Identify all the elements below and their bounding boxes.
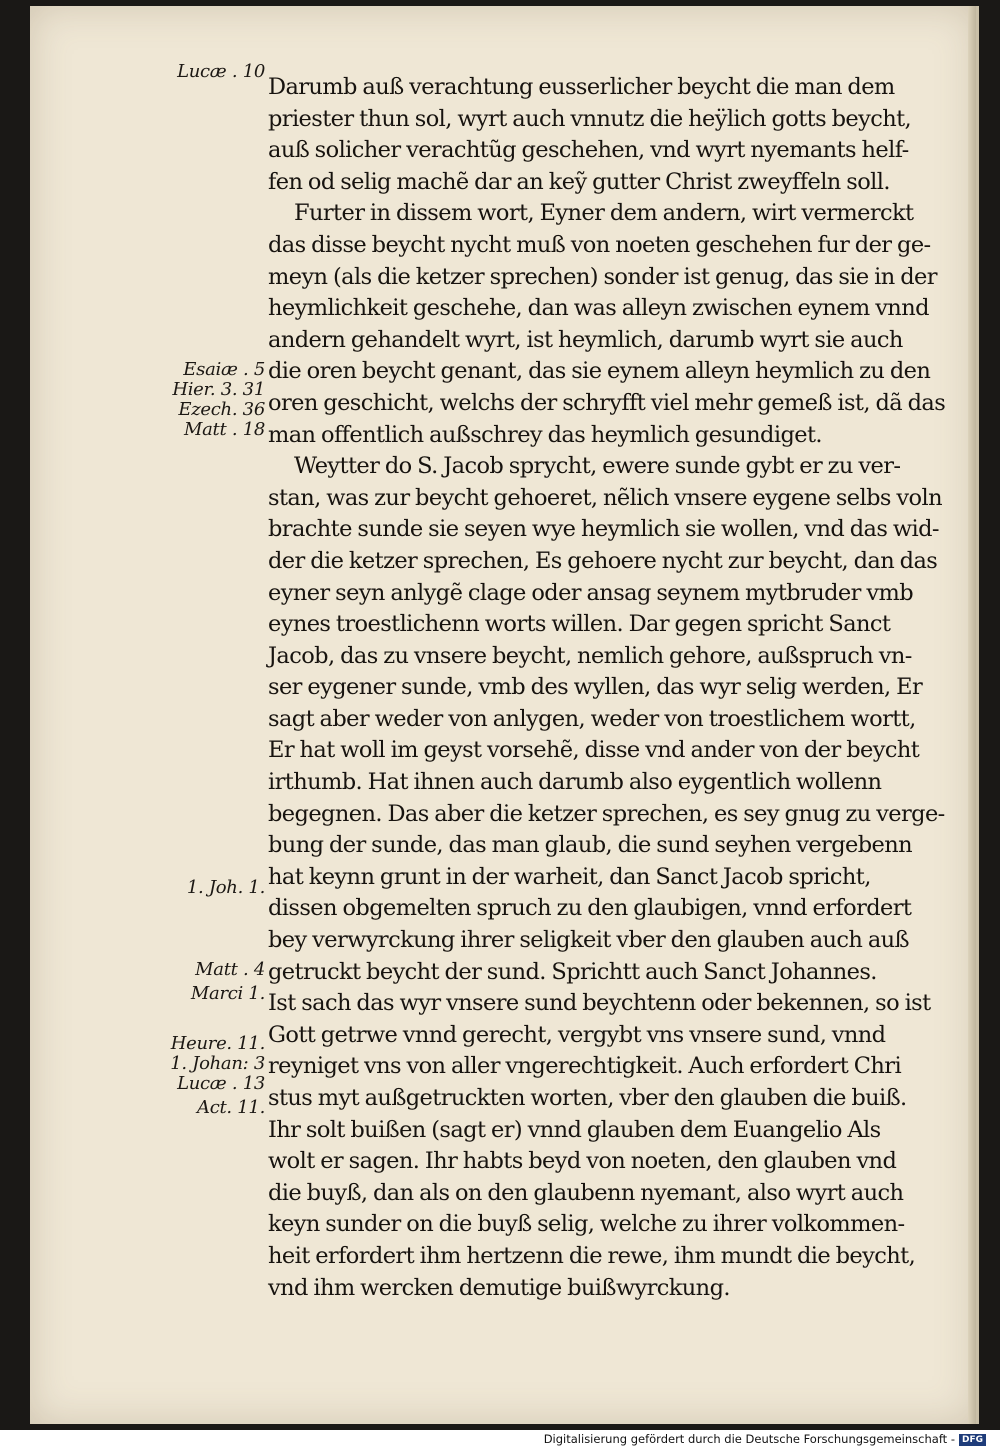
text-line: priester thun sol, wyrt auch vnnutz die heÿlich gotts beycht, bbox=[268, 105, 912, 132]
text-line: andern gehandelt wyrt, ist heymlich, darumb wyrt sie auch bbox=[268, 326, 903, 353]
text-line: ser eygener sunde, vmb des wyllen, das wyr selig werden, Er bbox=[268, 674, 923, 701]
text-line: Furter in dissem wort, Eyner dem andern, wirt vermerckt bbox=[294, 200, 914, 227]
text-line: Darumb auß verachtung eusserlicher beycht die man dem bbox=[268, 74, 895, 100]
text-line: Jacob, das zu vnsere beycht, nemlich gehore, außspruch vn- bbox=[268, 642, 912, 669]
digitization-credit bbox=[544, 1432, 986, 1446]
text-line: reyniget vns von aller vngerechtigkeit. Auch erfordert Chri bbox=[268, 1053, 902, 1080]
text-line: fen od selig machẽ dar an keỹ gutter Christ zweyffeln soll. bbox=[268, 168, 890, 195]
page-edge bbox=[968, 6, 976, 1424]
marginal-note: Esaiæ . 5 bbox=[183, 359, 265, 380]
dfg-logo: DFG bbox=[959, 1434, 986, 1446]
text-line: sagt aber weder von anlygen, weder von troestlichem wortt, bbox=[268, 705, 916, 732]
text-line: Gott getrwe vnnd gerecht, vergybt vns vnsere sund, vnnd bbox=[268, 1021, 886, 1048]
text-line: hat keynn grunt in der warheit, dan Sanct Jacob spricht, bbox=[268, 863, 871, 890]
marginal-note: Lucæ . 10 bbox=[177, 61, 265, 82]
marginal-note: 1. Johan: 3 bbox=[170, 1053, 265, 1074]
text-line: die oren beycht genant, das sie eynem alleyn heymlich zu den bbox=[268, 358, 931, 385]
marginal-note: Matt . 18 bbox=[184, 419, 265, 440]
credit-text: Digitalisierung gefördert durch die Deutsche Forschungsgemeinschaft - bbox=[543, 1432, 955, 1446]
text-line: bey verwyrckung ihrer seligkeit vber den glauben auch auß bbox=[268, 927, 909, 954]
text-line: meyn (als die ketzer sprechen) sonder ist genug, das sie in der bbox=[268, 263, 937, 290]
marginal-note: Lucæ . 13 bbox=[177, 1073, 265, 1094]
text-line: irthumb. Hat ihnen auch darumb also eygentlich wollenn bbox=[268, 769, 882, 796]
text-line: Weytter do S. Jacob sprycht, ewere sunde gybt er zu ver- bbox=[294, 453, 901, 480]
text-line: Ihr solt buißen (sagt er) vnnd glauben dem Euangelio Als bbox=[268, 1116, 881, 1143]
marginal-note: Marci 1. bbox=[190, 983, 265, 1004]
text-line: eynes troestlichenn worts willen. Dar gegen spricht Sanct bbox=[268, 611, 891, 638]
marginal-note: Ezech. 36 bbox=[178, 399, 265, 420]
text-line: stan, was zur beycht gehoeret, nẽlich vnsere eygene selbs voln bbox=[268, 484, 942, 511]
text-line: man offentlich außschrey das heymlich gesundiget. bbox=[268, 421, 822, 448]
text-line: heymlichkeit geschehe, dan was alleyn zwischen eynem vnnd bbox=[268, 295, 929, 322]
marginal-note: 1. Joh. 1. bbox=[186, 877, 265, 898]
marginal-note: Matt . 4 bbox=[195, 959, 265, 980]
marginal-note: Heure. 11. bbox=[170, 1033, 265, 1054]
text-line: begegnen. Das aber die ketzer sprechen, es sey gnug zu verge- bbox=[268, 800, 945, 827]
text-line: brachte sunde sie seyen wye heymlich sie wollen, vnd das wid- bbox=[268, 516, 939, 543]
text-line: oren geschicht, welchs der schryfft viel mehr gemeß ist, dã das bbox=[268, 389, 946, 416]
text-line: bung der sunde, das man glaub, die sund seyhen vergebenn bbox=[268, 832, 913, 859]
text-line: wolt er sagen. Ihr habts beyd von noeten, den glauben vnd bbox=[268, 1148, 897, 1175]
text-line: getruckt beycht der sund. Sprichtt auch Sanct Johannes. bbox=[268, 958, 877, 985]
text-line: Ist sach das wyr vnsere sund beychtenn oder bekennen, so ist bbox=[268, 990, 931, 1017]
text-line: der die ketzer sprechen, Es gehoere nycht zur beycht, dan das bbox=[268, 547, 938, 574]
text-line: die buyß, dan als on den glaubenn nyemant, also wyrt auch bbox=[268, 1179, 904, 1206]
text-line: stus myt außgetruckten worten, vber den glauben die buiß. bbox=[268, 1085, 907, 1111]
marginal-note: Hier. 3. 31 bbox=[172, 379, 265, 400]
text-line: auß solicher verachtũg geschehen, vnd wyrt nyemants helf- bbox=[268, 137, 909, 164]
text-line: eyner seyn anlygẽ clage oder ansag seynem mytbruder vmb bbox=[268, 579, 913, 606]
text-line: dissen obgemelten spruch zu den glaubigen, vnnd erfordert bbox=[268, 895, 912, 922]
text-line: heit erfordert ihm hertzenn die rewe, ihm mundt die beycht, bbox=[268, 1242, 916, 1269]
text-line: Er hat woll im geyst vorsehẽ, disse vnd ander von der beycht bbox=[268, 737, 920, 764]
marginal-note: Act. 11. bbox=[197, 1097, 265, 1118]
text-line: vnd ihm wercken demutige buißwyrckung. bbox=[268, 1274, 730, 1301]
marginal-references bbox=[135, 62, 265, 1162]
text-line: keyn sunder on die buyß selig, welche zu ihrer volkommen- bbox=[268, 1211, 905, 1238]
text-line: das disse beycht nycht muß von noeten geschehen fur der ge- bbox=[268, 231, 931, 258]
body-text bbox=[268, 72, 952, 1304]
